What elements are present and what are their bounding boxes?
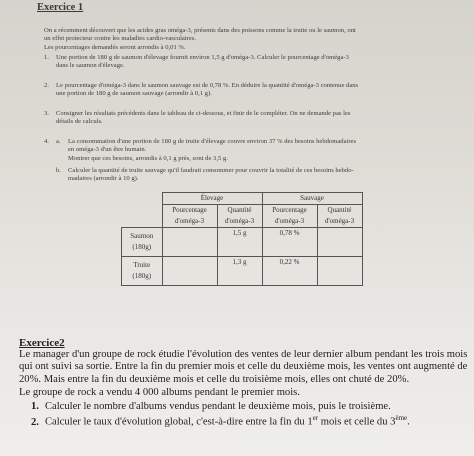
ex1-question-2 [44,82,358,99]
table-header-elevage: Élevage [162,193,262,205]
question-text: une portion de 180 g de saumon sauvage (arrondir à 0,1 g). [56,90,212,98]
question-number: 4. [44,138,49,145]
question-text: Montrer que ces besoins, arrondis à 0,1 g près, sont de 3,5 g. [68,154,228,162]
table-cell: 0,78 % [262,228,317,257]
superscript: er [312,414,319,422]
ex2-line: Le groupe de rock a vendu 4 000 albums pendant le premier mois. [19,387,300,398]
table-cell [162,228,217,257]
row-header-saumon: Saumon (180g) [122,228,163,257]
ex1-question-1 [44,54,349,71]
ex2-line: Le manager d'un groupe de rock étudie l'évolution des ventes de leur dernier album pendant les trois mois [19,349,468,360]
exercise-1-title: Exercice 1 [37,2,84,13]
table-row [122,257,363,286]
superscript: ème [395,414,408,422]
ex2-line: 20%. Mais entre la fin du deuxième mois et celle du troisième mois, elles ont chuté de 20%. [19,374,410,385]
question-text: Une portion de 180 g de saumon d'élevage fournit environ 1,5 g d'oméga-3. Calculer le pourcentage d'oméga-3 [56,54,349,61]
table-cell [122,205,163,228]
ex1-question-4b [56,167,354,184]
question-number: 2. [31,416,39,428]
ex1-intro [44,27,356,52]
table-header-sauvage: Sauvage [262,193,362,205]
ex1-question-4a [44,138,356,163]
question-text: Consigner les résultats précédents dans le tableau de ci-dessous, et finir de le compléter. On ne demande pas les [56,110,351,117]
table-cell: 1,5 g [217,228,262,257]
omega3-table [121,192,363,286]
subquestion-letter: b. [56,167,61,174]
question-number: 1. [44,54,49,61]
table-header-pourcentage: Pourcentage d'oméga-3 [162,205,217,228]
table-cell [162,257,217,286]
question-text: en oméga-3 d'un être humain. [68,146,147,154]
table-row [122,193,363,205]
table-cell: 1,3 g [217,257,262,286]
question-number: 1. [31,401,39,412]
question-text: . [407,416,410,428]
table-row [122,228,363,257]
row-header-truite: Truite (180g) [122,257,163,286]
question-number: 3. [44,110,49,117]
ex2-line: qui ont suivi sa sortie. Entre la fin du premier mois et celle du deuxième mois, les ventes ont augmenté de [19,361,468,372]
table-header-quantite: Quantité d'oméga-3 [217,205,262,228]
table-header-pourcentage: Pourcentage d'oméga-3 [262,205,317,228]
question-text: dans le saumon d'élevage. [56,62,125,70]
table-header-quantite: Quantité d'oméga-3 [317,205,362,228]
question-text: Calculer le taux d'évolution global, c'est-à-dire entre la fin du 1 [44,416,313,428]
intro-line: On a récemment découvert que les acides gras oméga-3, présents dans des poissons comme la truite ou le saumon, ont [44,27,356,34]
table-cell [317,257,362,286]
question-text: Calculer le nombre d'albums vendus pendant le deuxième mois, puis le troisième. [44,401,391,412]
table-cell [122,193,163,205]
question-text: madaires (arrondir à 10 g). [68,175,139,183]
table-cell: 0,22 % [262,257,317,286]
question-text: mois et celle du 3 [318,416,396,428]
question-text: La consommation d'une portion de 180 g de truite d'élevage couvre environ 37 % des besoins hebdomadaires [68,138,357,145]
exercise-2-title: Exercice2 [19,337,65,349]
ex2-question-2 [31,414,410,428]
ex2-question-1 [31,401,391,412]
table-cell [317,228,362,257]
intro-line: Les pourcentages demandés seront arrondis à 0,01 %. [44,43,186,51]
ex1-question-3 [44,110,350,127]
question-number: 2. [44,82,49,89]
intro-line: un effet protecteur contre les maladies cardio-vasculaires. [44,35,197,43]
table-row [122,205,363,228]
subquestion-letter: a. [56,138,61,145]
question-text: Le pourcentage d'oméga-3 dans le saumon sauvage est de 0,78 %. En déduire la quantité d'oméga-3 contenue dans [56,82,359,89]
question-text: Calculer la quantité de truite sauvage qu'il faudrait consommer pour couvrir la totalité de ces besoins hebdo- [68,167,354,174]
question-text: détails de calculs. [56,118,103,126]
